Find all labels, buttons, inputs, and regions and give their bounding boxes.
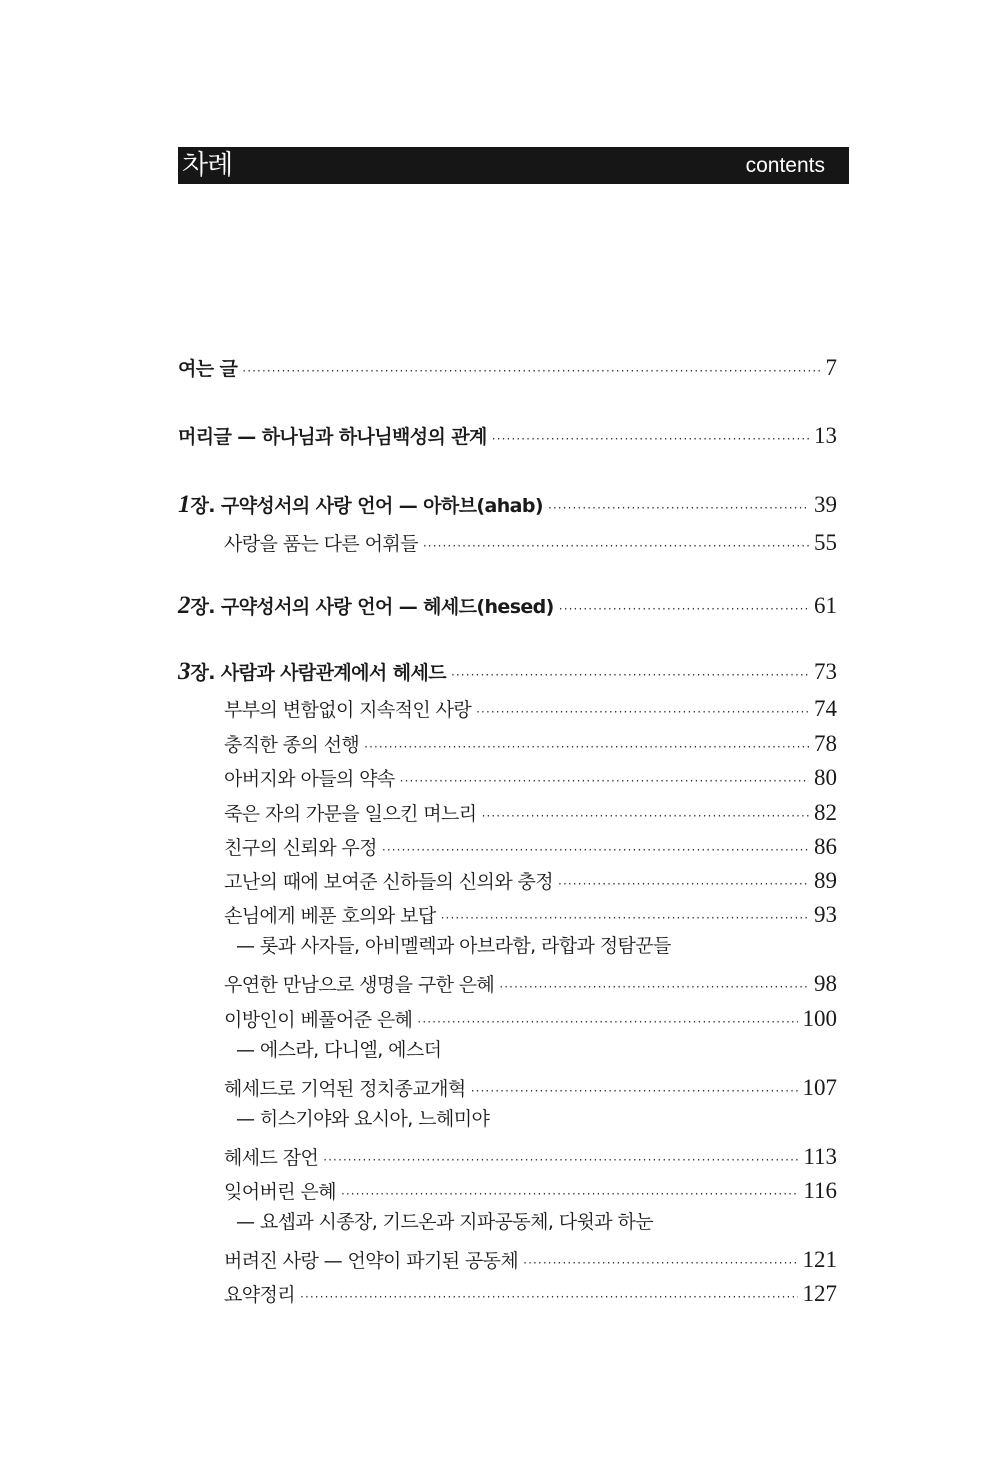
toc-entry-introduction[interactable] [178,421,837,451]
dot-leader [441,903,809,933]
dot-leader [423,531,809,561]
toc-entry-title: 버려진 사랑 — 언약이 파기된 공동체 [224,1250,519,1272]
toc-entry-title: 장. 구약성서의 사랑 언어 — 아하브(ahab) [190,495,543,517]
toc-entry-section[interactable] [224,1279,837,1309]
toc-entry-section[interactable] [224,1176,837,1206]
toc-entry-page: 107 [802,1075,837,1100]
toc-entry-page: 73 [814,659,837,684]
dot-leader [476,697,809,727]
dot-leader [558,869,809,899]
toc-entry-page: 98 [814,971,837,996]
toc-entry-title: 헤세드로 기억된 정치종교개혁 [224,1078,466,1100]
toc-entry-page: 113 [803,1144,837,1169]
toc-entry-title: 고난의 때에 보여준 신하들의 신의와 충정 [224,871,554,893]
toc-entry-title: 사랑을 품는 다른 어휘들 [224,533,418,555]
toc-entry-title: 아버지와 아들의 약속 [224,768,395,790]
toc-entry-section[interactable] [224,1245,837,1275]
dot-leader [341,1179,798,1209]
toc-entry-title: 손님에게 베푼 호의와 보답 [224,905,436,927]
toc-entry-title: 친구의 신뢰와 우정 [224,837,377,859]
toc-entry-section[interactable] [224,832,837,862]
dot-leader [242,356,820,386]
toc-entry-title: 머리글 — 하나님과 하나님백성의 관계 [178,426,487,448]
header-title-english: contents [745,154,825,177]
toc-entry-title: 장. 사람과 사람관계에서 헤세드 [190,662,446,684]
toc-entry-chapter-2[interactable] [178,591,837,621]
toc-entry-title: 죽은 자의 가문을 일으킨 며느리 [224,803,477,825]
toc-entry-page: 86 [814,834,837,859]
toc-entry-page: 7 [825,355,837,380]
dot-leader [523,1248,797,1278]
dot-leader [451,660,809,690]
toc-entry-title: 요약정리 [224,1284,296,1306]
dot-leader [382,835,809,865]
toc-entry-page: 121 [802,1247,837,1272]
toc-entry-page: 55 [814,530,837,555]
toc-entry-page: 89 [814,868,837,893]
dot-leader [492,424,809,454]
header-title-korean: 차례 [182,150,233,181]
chapter-number: 3 [178,658,191,685]
toc-entry-page: 13 [814,423,837,448]
toc-entry-title: 여는 글 [178,358,238,380]
toc-entry-section[interactable] [224,763,837,793]
toc-entry-title: 잊어버린 은혜 [224,1181,336,1203]
dot-leader [499,972,809,1002]
toc-entry-page: 61 [814,593,837,618]
toc-entry-title: 충직한 종의 선행 [224,734,360,756]
toc-entry-page: 127 [802,1281,837,1306]
toc-entry-page: 39 [814,492,837,517]
dot-leader [482,801,809,831]
toc-entry-title: 장. 구약성서의 사랑 언어 — 헤세드(hesed) [190,596,554,618]
dot-leader [471,1076,798,1106]
toc-entry-subtitle: — 롯과 사자들, 아비멜렉과 아브라함, 라합과 정탐꾼들 [236,935,671,957]
toc-entry-section[interactable] [224,729,837,759]
toc-entry-title: 부부의 변함없이 지속적인 사랑 [224,699,472,721]
toc-entry-title: 이방인이 베풀어준 은혜 [224,1009,413,1031]
toc-entry-section[interactable] [224,1004,837,1034]
toc-entry-chapter-3[interactable] [178,657,837,687]
toc-entry-page: 74 [814,696,837,721]
dot-leader [417,1007,797,1037]
toc-entry-page: 80 [814,765,837,790]
dot-leader [548,493,809,523]
toc-entry-page: 82 [814,800,837,825]
toc-entry-section[interactable] [224,900,837,930]
dot-leader [559,594,809,624]
toc-entry-subtitle: — 에스라, 다니엘, 에스더 [236,1039,442,1061]
toc-entry-title: 헤세드 잠언 [224,1147,319,1169]
toc-entry-section[interactable] [224,866,837,896]
chapter-number: 2 [178,592,191,619]
toc-entry-title: 우연한 만남으로 생명을 구한 은혜 [224,974,495,996]
toc-entry-section[interactable] [224,694,837,724]
toc-entry-page: 100 [802,1006,837,1031]
toc-entry-section[interactable] [224,528,837,558]
toc-entry-preface[interactable] [178,353,837,383]
toc-entry-section[interactable] [224,798,837,828]
dot-leader [400,766,809,796]
dot-leader [300,1282,797,1312]
toc-entry-chapter-1[interactable] [178,490,837,520]
toc-entry-section[interactable] [224,1142,837,1172]
toc-entry-page: 93 [814,902,837,927]
chapter-number: 1 [178,491,191,518]
toc-entry-section[interactable] [224,969,837,999]
toc-entry-page: 78 [814,731,837,756]
dot-leader [364,732,809,762]
toc-entry-subtitle: — 요셉과 시종장, 기드온과 지파공동체, 다윗과 하눈 [236,1211,653,1233]
toc-entry-subtitle: — 히스기야와 요시아, 느헤미야 [236,1108,490,1130]
toc-entry-section[interactable] [224,1073,837,1103]
toc-entry-page: 116 [803,1178,837,1203]
dot-leader [323,1145,798,1175]
